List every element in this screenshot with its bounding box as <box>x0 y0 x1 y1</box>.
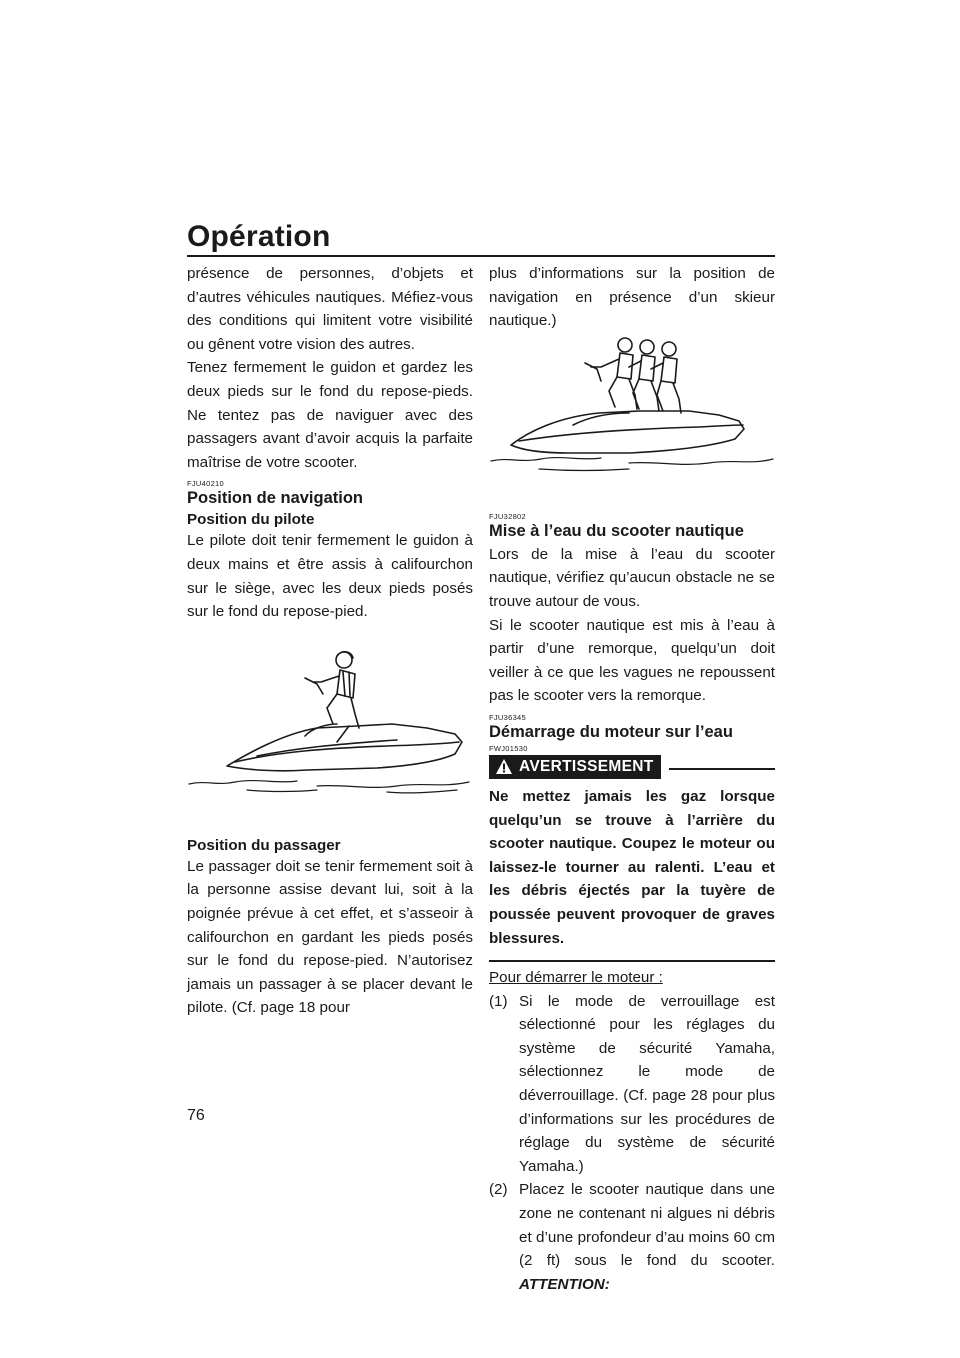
paragraph-launch-obstacles: Lors de la mise à l’eau du scooter nautique, vérifiez qu’aucun obstacle ne se trouve autour de vous. <box>489 545 775 610</box>
heading-navigation-position: Position de navigation <box>187 489 364 508</box>
right-column <box>489 262 775 1296</box>
paragraph-continuation: plus d’informations sur la position de navigation en présence d’un skieur nautique.) <box>489 265 775 330</box>
jetski-three-riders-illustration <box>489 333 775 507</box>
heading-start-engine: Démarrage du moteur sur l’eau <box>489 722 733 741</box>
warning-badge <box>489 755 661 779</box>
paragraph-visibility: présence de personnes, d’objets et d’autres véhicules nautiques. Méfiez-vous des conditions qui limitent votre visibilité ou gênent votre vision des autres. <box>187 265 473 353</box>
page-number: 76 <box>187 1107 205 1124</box>
section-code: FJU40210 <box>187 479 225 489</box>
subheading-pilot-position: Position du pilote <box>187 511 315 529</box>
paragraph-launch-trailer: Si le scooter nautique est mis à l’eau à partir d’une remorque, quelqu’un doit veiller à ce que les vagues ne repoussent pas le scooter vers la remorque. <box>489 616 775 705</box>
warning-bottom-rule <box>489 960 775 962</box>
left-column <box>187 262 473 1020</box>
list-item <box>489 1178 775 1296</box>
heading-launch: Mise à l’eau du scooter nautique <box>489 521 744 540</box>
section-code: FJU36345 <box>489 712 527 722</box>
start-steps-list <box>489 990 775 1297</box>
warning-code: FWJ01530 <box>489 743 528 753</box>
warning-triangle-icon <box>495 758 513 775</box>
figure-three-riders <box>489 333 775 507</box>
page-title: Opération <box>187 220 331 253</box>
attention-label: ATTENTION: <box>519 1275 610 1293</box>
jetski-single-rider-illustration <box>187 624 473 836</box>
title-rule <box>187 255 775 257</box>
paragraph-pilot-position: Le pilote doit tenir fermement le guidon à deux mains et être assis à califourchon sur le siège, avec les deux pieds posés sur le fond du repose-pied. <box>187 532 473 621</box>
subheading-passenger-position: Position du passager <box>187 836 341 854</box>
paragraph-handlebar: Tenez fermement le guidon et gardez les deux pieds sur le fond du repose-pieds. Ne tentez pas de naviguer avec des passagers avant d’avoir acquis la parfaite maîtrise de votre scooter. <box>187 359 473 471</box>
step-number: (2) <box>489 1181 508 1199</box>
step-text: Si le mode de verrouillage est sélectionné pour les réglages du système de sécurité Yamaha, sélectionnez le mode de déverrouillage. (Cf. page 28 pour plus d’informations sur les procédures de réglage du système de sécurité Yamaha.) <box>519 992 775 1175</box>
warning-header <box>489 755 775 779</box>
warning-rule <box>669 768 775 770</box>
section-code: FJU32802 <box>489 511 527 521</box>
warning-text: Ne mettez jamais les gaz lorsque quelqu’un se trouve à l’arrière du scooter nautique. Coupez le moteur ou laissez-le tourner au ralenti. L’eau et les débris éjectés par la tuyère de poussée peuvent provoquer de graves blessures. <box>489 787 775 947</box>
list-item <box>489 990 775 1179</box>
warning-label: AVERTISSEMENT <box>519 758 654 776</box>
step-text: Placez le scooter nautique dans une zone ne contenant ni algues ni débris et d’une profondeur d’au moins 60 cm (2 ft) sous le fond du scooter. <box>519 1181 775 1270</box>
paragraph-passenger-position: Le passager doit se tenir fermement soit à la personne assise devant lui, soit à la poignée prévue à cet effet, et s’asseoir à califourchon en gardant les pieds posés sur le fond du repose-pied. N’autorisez jamais un passager à se placer devant le pilote. (Cf. page 18 pour <box>187 857 473 1017</box>
start-intro: Pour démarrer le moteur : <box>489 969 663 987</box>
step-number: (1) <box>489 992 508 1010</box>
figure-single-rider <box>187 624 473 836</box>
